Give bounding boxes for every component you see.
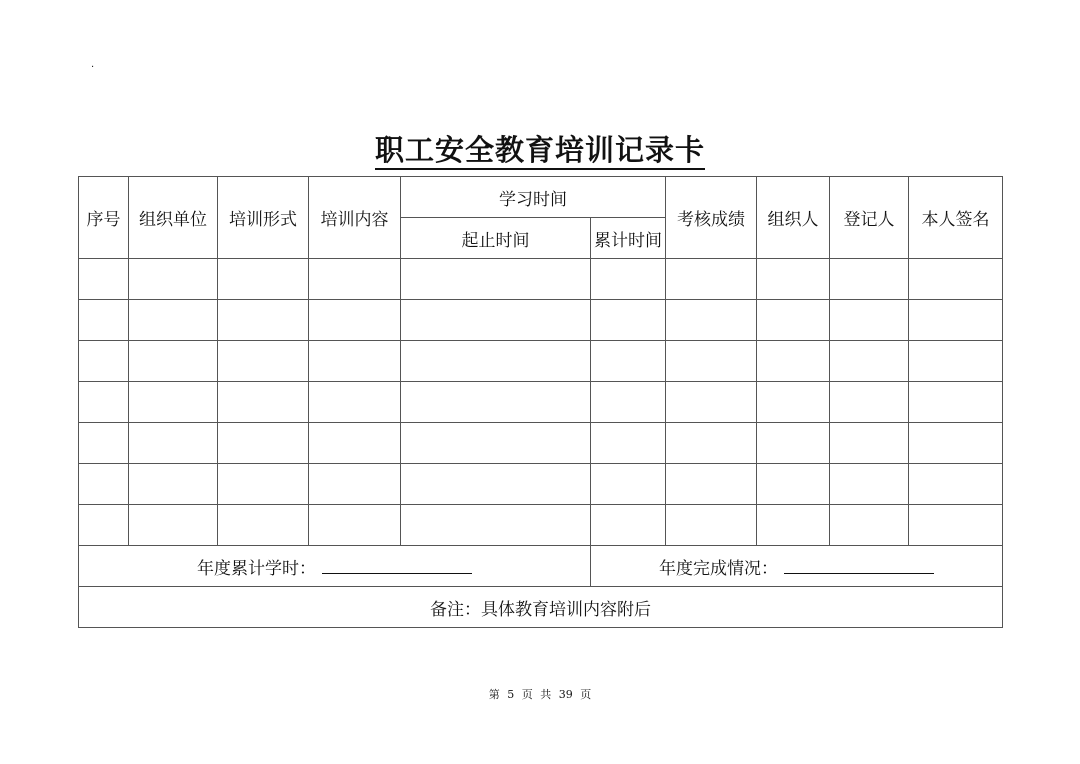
table-cell[interactable] bbox=[666, 382, 757, 423]
annual-status-label: 年度完成情况： bbox=[659, 558, 778, 579]
table-cell[interactable] bbox=[79, 300, 129, 341]
table-cell[interactable] bbox=[909, 464, 1003, 505]
table-cell[interactable] bbox=[591, 300, 666, 341]
table-cell[interactable] bbox=[79, 423, 129, 464]
table-cell[interactable] bbox=[757, 464, 830, 505]
table-cell[interactable] bbox=[129, 300, 218, 341]
header-registrar: 登记人 bbox=[830, 177, 909, 259]
table-cell[interactable] bbox=[129, 341, 218, 382]
table-cell[interactable] bbox=[591, 505, 666, 546]
header-signature: 本人签名 bbox=[909, 177, 1003, 259]
table-cell[interactable] bbox=[309, 464, 401, 505]
table-cell[interactable] bbox=[401, 259, 591, 300]
page-footer: 第 5 页 共 39 页 bbox=[488, 688, 592, 701]
table-cell[interactable] bbox=[909, 259, 1003, 300]
table-cell[interactable] bbox=[79, 341, 129, 382]
table-cell[interactable] bbox=[830, 505, 909, 546]
table-cell[interactable] bbox=[591, 464, 666, 505]
table-cell[interactable] bbox=[830, 382, 909, 423]
table-cell[interactable] bbox=[757, 300, 830, 341]
annual-hours-blank[interactable] bbox=[322, 559, 472, 574]
table-cell[interactable] bbox=[401, 341, 591, 382]
note-cell: 备注：具体教育培训内容附后 bbox=[79, 587, 1003, 628]
table-row bbox=[79, 382, 1003, 423]
table-cell[interactable] bbox=[591, 341, 666, 382]
table-cell[interactable] bbox=[309, 423, 401, 464]
table-cell[interactable] bbox=[79, 505, 129, 546]
table-row bbox=[79, 464, 1003, 505]
table-cell[interactable] bbox=[830, 423, 909, 464]
table-cell[interactable] bbox=[401, 382, 591, 423]
table-cell[interactable] bbox=[309, 300, 401, 341]
annual-status-blank[interactable] bbox=[784, 559, 934, 574]
table-cell[interactable] bbox=[591, 423, 666, 464]
header-start-end: 起止时间 bbox=[401, 218, 591, 259]
table-cell[interactable] bbox=[309, 341, 401, 382]
table-cell[interactable] bbox=[591, 382, 666, 423]
table-cell[interactable] bbox=[218, 341, 309, 382]
table-cell[interactable] bbox=[830, 300, 909, 341]
table-cell[interactable] bbox=[401, 464, 591, 505]
table-cell[interactable] bbox=[218, 259, 309, 300]
table-cell[interactable] bbox=[909, 341, 1003, 382]
table-cell[interactable] bbox=[757, 505, 830, 546]
table-cell[interactable] bbox=[79, 259, 129, 300]
table-cell[interactable] bbox=[401, 300, 591, 341]
page-title bbox=[0, 128, 1080, 169]
table-cell[interactable] bbox=[401, 423, 591, 464]
table-cell[interactable] bbox=[909, 382, 1003, 423]
title-text: 职工安全教育培训记录卡 bbox=[375, 133, 705, 170]
table-cell[interactable] bbox=[757, 259, 830, 300]
training-record-table bbox=[78, 176, 1003, 628]
table-cell[interactable] bbox=[129, 505, 218, 546]
table-cell[interactable] bbox=[830, 259, 909, 300]
table-cell[interactable] bbox=[309, 382, 401, 423]
table-cell[interactable] bbox=[401, 505, 591, 546]
table-row bbox=[79, 259, 1003, 300]
table-row bbox=[79, 341, 1003, 382]
header-content: 培训内容 bbox=[309, 177, 401, 259]
table-cell[interactable] bbox=[79, 382, 129, 423]
header-score: 考核成绩 bbox=[666, 177, 757, 259]
annual-status-cell bbox=[591, 546, 1003, 587]
annual-hours-label: 年度累计学时： bbox=[197, 558, 316, 579]
table-row bbox=[79, 505, 1003, 546]
corner-mark: . bbox=[91, 59, 95, 70]
table-row bbox=[79, 423, 1003, 464]
table-cell[interactable] bbox=[757, 423, 830, 464]
table-cell[interactable] bbox=[666, 300, 757, 341]
table-cell[interactable] bbox=[909, 505, 1003, 546]
header-seq: 序号 bbox=[79, 177, 129, 259]
table-cell[interactable] bbox=[218, 464, 309, 505]
table-cell[interactable] bbox=[666, 464, 757, 505]
table-cell[interactable] bbox=[591, 259, 666, 300]
table-cell[interactable] bbox=[309, 505, 401, 546]
table-cell[interactable] bbox=[218, 423, 309, 464]
header-study-time: 学习时间 bbox=[401, 177, 666, 218]
table-cell[interactable] bbox=[129, 464, 218, 505]
table-cell[interactable] bbox=[79, 464, 129, 505]
table-cell[interactable] bbox=[830, 464, 909, 505]
table-cell[interactable] bbox=[909, 423, 1003, 464]
table-cell[interactable] bbox=[129, 423, 218, 464]
table-cell[interactable] bbox=[757, 382, 830, 423]
table-cell[interactable] bbox=[830, 341, 909, 382]
header-organizer: 组织人 bbox=[757, 177, 830, 259]
table-cell[interactable] bbox=[129, 382, 218, 423]
table-cell[interactable] bbox=[218, 505, 309, 546]
table-cell[interactable] bbox=[757, 341, 830, 382]
table-cell[interactable] bbox=[666, 423, 757, 464]
header-form: 培训形式 bbox=[218, 177, 309, 259]
table-cell[interactable] bbox=[218, 300, 309, 341]
table-cell[interactable] bbox=[129, 259, 218, 300]
table-cell[interactable] bbox=[218, 382, 309, 423]
table-cell[interactable] bbox=[666, 505, 757, 546]
table-cell[interactable] bbox=[666, 259, 757, 300]
table-cell[interactable] bbox=[666, 341, 757, 382]
table-cell[interactable] bbox=[909, 300, 1003, 341]
header-org-unit: 组织单位 bbox=[129, 177, 218, 259]
table-cell[interactable] bbox=[309, 259, 401, 300]
annual-hours-cell bbox=[79, 546, 591, 587]
header-cumulative: 累计时间 bbox=[591, 218, 666, 259]
table-row bbox=[79, 300, 1003, 341]
